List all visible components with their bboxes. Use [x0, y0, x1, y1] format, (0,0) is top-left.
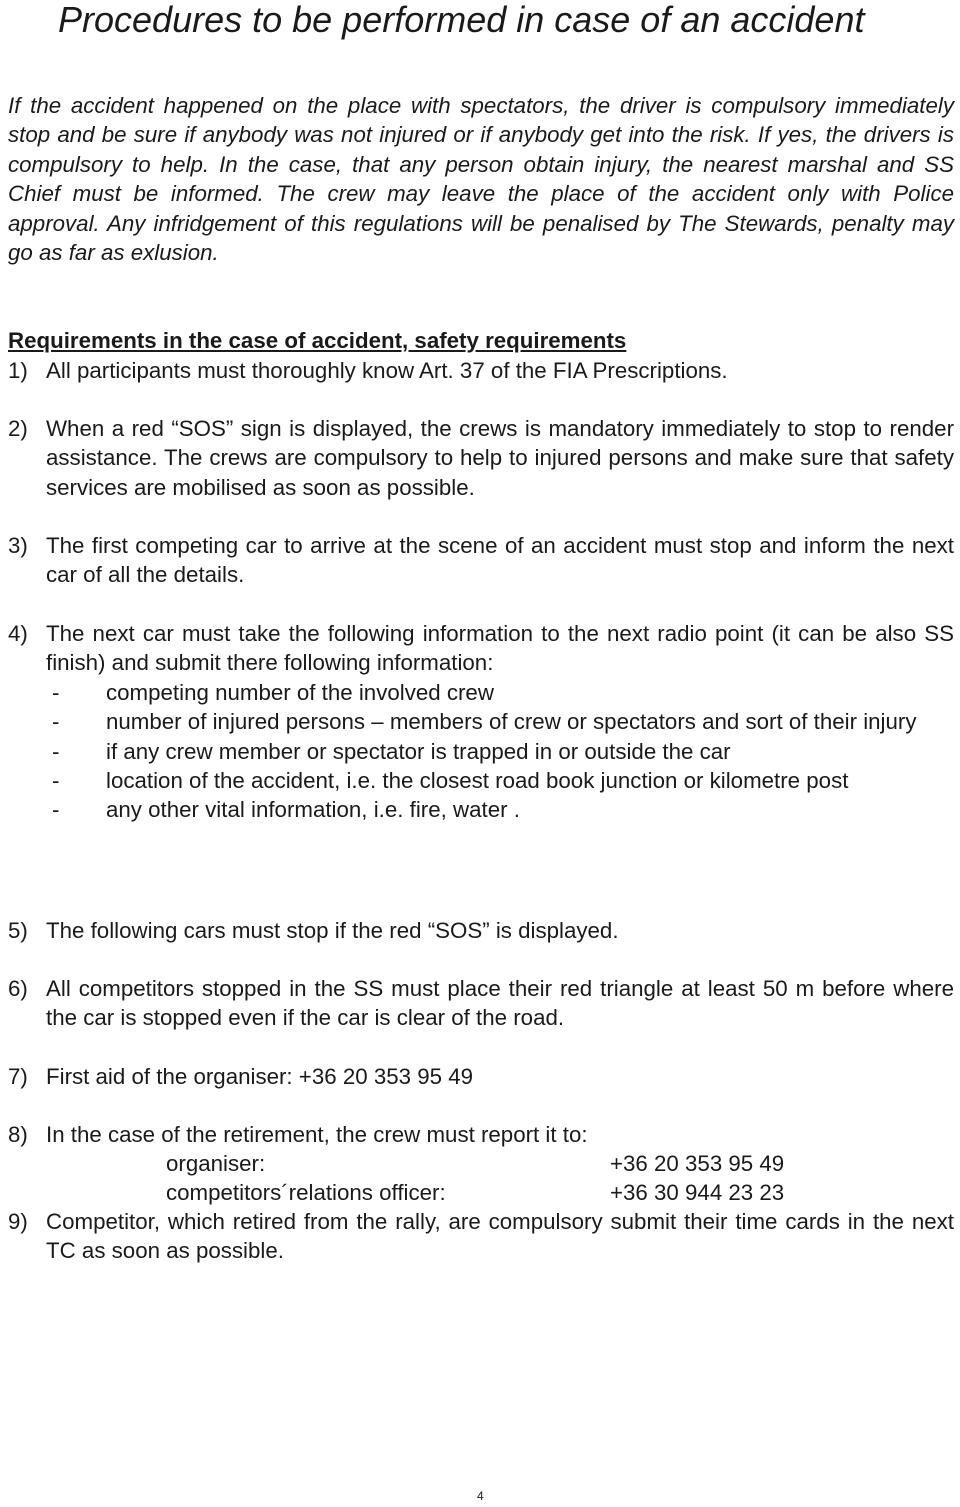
list-item	[52, 678, 954, 707]
item-number: 6)	[8, 976, 28, 1001]
requirement-item-9	[8, 1207, 954, 1266]
information-list	[52, 678, 954, 824]
list-item-text: if any crew member or spectator is trapped in or outside the car	[106, 738, 731, 764]
item-text: All participants must thoroughly know Art. 37 of the FIA Prescriptions.	[46, 358, 728, 383]
item-number: 4)	[8, 621, 28, 646]
requirement-item-5	[8, 916, 954, 945]
contact-row-organiser	[166, 1149, 785, 1178]
item-number: 8)	[8, 1122, 28, 1147]
list-dash: -	[52, 680, 60, 705]
list-item	[52, 795, 954, 824]
item-number: 3)	[8, 533, 28, 558]
list-item	[52, 737, 954, 766]
requirement-item-8	[8, 1120, 954, 1149]
item-number: 5)	[8, 918, 28, 943]
list-item	[52, 707, 954, 736]
contact-phone: +36 30 944 23 23	[610, 1180, 785, 1205]
contact-label: organiser:	[166, 1151, 266, 1176]
intro-paragraph: If the accident happened on the place with spectators, the driver is compulsory immediately stop and be sure if anybody was not injured or if anybody get into the risk. If yes, the drivers is compulsory to help. In the case, that any person obtain injury, the nearest marshal and SS Chief must be informed. The crew may leave the place of the accident only with Police approval. Any infridgement of this regulations will be penalised by The Stewards, penalty may go as far as exlusion.	[8, 93, 954, 266]
list-dash: -	[52, 767, 60, 793]
item-text: In the case of the retirement, the crew must report it to:	[46, 1122, 588, 1147]
item-number: 1)	[8, 358, 28, 383]
item-number: 2)	[8, 416, 28, 441]
item-text: Competitor, which retired from the rally, are compulsory submit their time cards in the next TC as soon as possible.	[46, 1209, 954, 1264]
requirement-item-7	[8, 1062, 954, 1091]
requirement-item-2	[8, 414, 954, 502]
requirement-item-1	[8, 356, 954, 385]
contact-label: competitors´relations officer:	[166, 1180, 446, 1205]
requirement-item-3	[8, 531, 954, 590]
page-number: 4	[477, 1489, 484, 1503]
list-item-text: location of the accident, i.e. the closest road book junction or kilometre post	[106, 767, 849, 793]
item-text: The following cars must stop if the red “SOS” is displayed.	[46, 918, 619, 943]
item-number: 9)	[8, 1209, 28, 1234]
requirement-item-6	[8, 974, 954, 1033]
item-text: When a red “SOS” sign is displayed, the crews is mandatory immediately to stop to render assistance. The crews are compulsory to help to injured persons and make sure that safety services are mobilised as soon as possible.	[46, 416, 954, 500]
list-item-text: any other vital information, i.e. fire, water .	[106, 797, 520, 823]
section-heading: Requirements in the case of accident, safety requirements	[8, 328, 627, 353]
contact-phone: +36 20 353 95 49	[610, 1151, 785, 1176]
requirement-item-4	[8, 619, 954, 678]
item-number: 7)	[8, 1064, 28, 1089]
item-text: The next car must take the following information to the next radio point (it can be also SS finish) and submit there following information:	[46, 621, 954, 676]
list-dash: -	[52, 709, 60, 735]
list-item-text: competing number of the involved crew	[106, 680, 494, 705]
page-title: Procedures to be performed in case of an accident	[58, 0, 865, 40]
item-text: First aid of the organiser: +36 20 353 95 49	[46, 1064, 474, 1089]
list-dash: -	[52, 738, 60, 764]
item-text: The first competing car to arrive at the scene of an accident must stop and inform the next car of all the details.	[46, 533, 954, 588]
list-dash: -	[52, 797, 60, 823]
list-item	[52, 766, 954, 795]
item-text: All competitors stopped in the SS must place their red triangle at least 50 m before where the car is stopped even if the car is clear of the road.	[46, 976, 954, 1031]
list-item-text: number of injured persons – members of crew or spectators and sort of their injury	[106, 709, 917, 735]
contact-row-relations-officer	[166, 1178, 785, 1207]
